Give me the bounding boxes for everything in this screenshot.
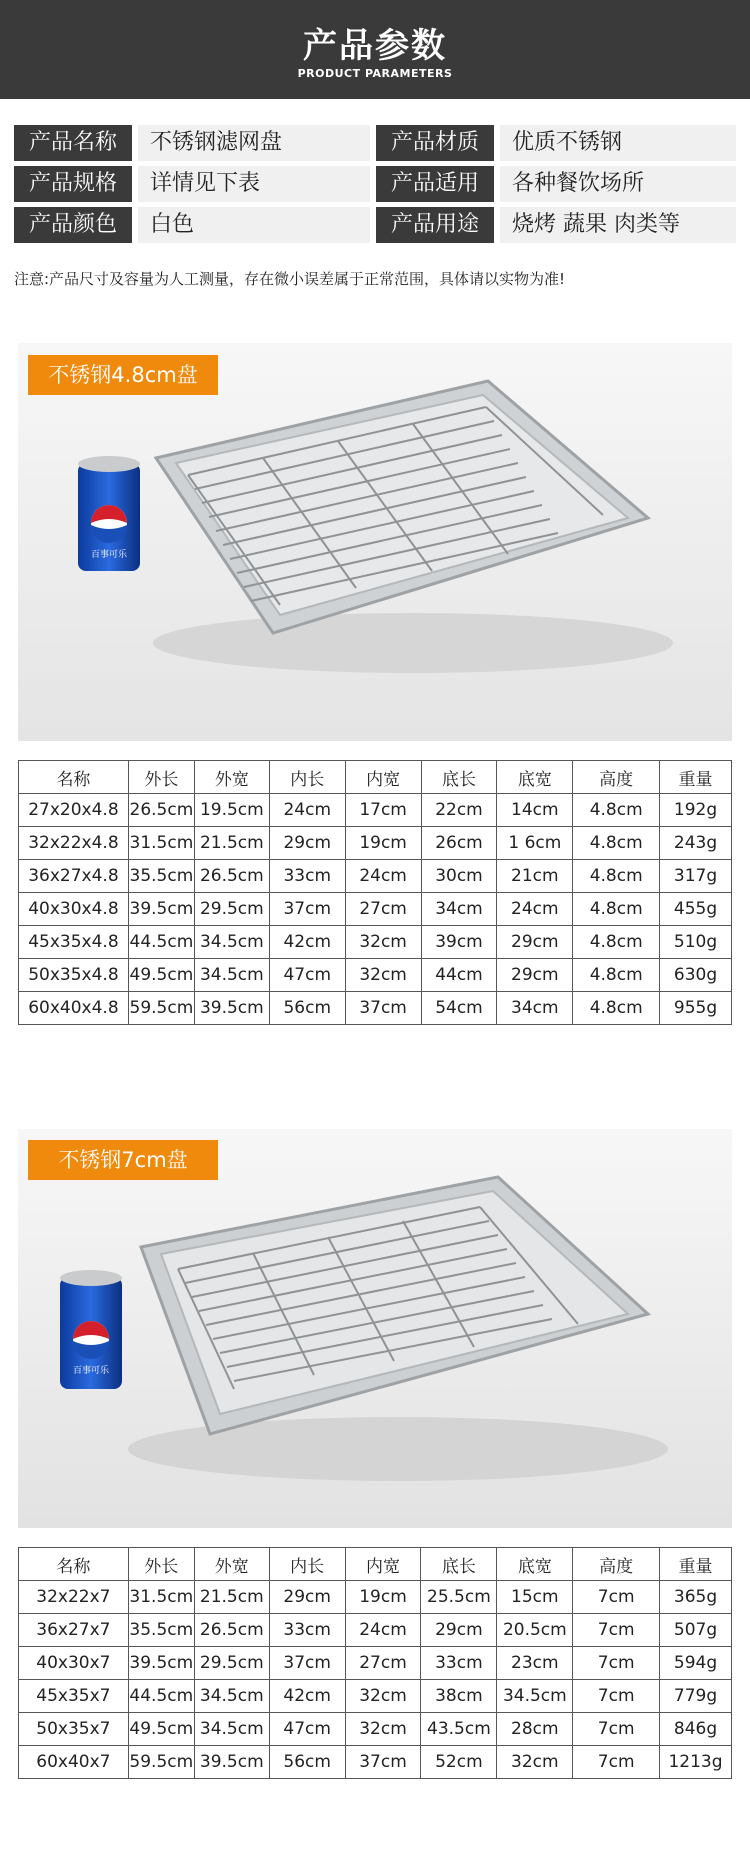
table-cell: 47cm [269,1713,345,1746]
table-cell: 29cm [269,1581,345,1614]
table-cell: 29.5cm [194,893,269,926]
table-cell: 955g [660,992,732,1025]
table-cell: 20.5cm [497,1614,573,1647]
param-value: 白色 [138,207,370,243]
param-label: 产品规格 [14,166,132,202]
table-cell: 4.8cm [573,860,660,893]
table-cell: 31.5cm [128,827,194,860]
table-header-cell: 名称 [19,761,129,794]
table-cell: 43.5cm [421,1713,497,1746]
table-cell: 7cm [573,1614,660,1647]
table-cell: 4.8cm [573,794,660,827]
table-cell: 14cm [497,794,573,827]
table-cell: 19.5cm [194,794,269,827]
table-cell: 17cm [345,794,421,827]
table-cell: 21.5cm [194,827,269,860]
table-cell: 34.5cm [194,1713,269,1746]
table-cell: 21cm [497,860,573,893]
table-cell: 33cm [421,1647,497,1680]
table-cell: 26.5cm [194,860,269,893]
table-header-cell: 外宽 [194,761,269,794]
table-cell: 243g [660,827,732,860]
table-cell: 59.5cm [128,992,194,1025]
table-row [19,1647,732,1680]
table-cell: 36x27x7 [19,1614,129,1647]
table-header-cell: 重量 [660,1548,732,1581]
param-value: 各种餐饮场所 [500,166,736,202]
table-cell: 24cm [497,893,573,926]
table-cell: 34.5cm [194,959,269,992]
table-cell: 630g [660,959,732,992]
table-cell: 1 6cm [497,827,573,860]
table-cell: 36x27x4.8 [19,860,129,893]
table-cell: 54cm [421,992,497,1025]
table-cell: 24cm [345,860,421,893]
table-cell: 39.5cm [128,1647,194,1680]
table-header-cell: 底长 [421,1548,497,1581]
table-cell: 32x22x7 [19,1581,129,1614]
table-cell: 455g [660,893,732,926]
page-subtitle: PRODUCT PARAMETERS [297,67,453,80]
table-cell: 59.5cm [128,1746,194,1779]
params-row [14,166,736,202]
table-row [19,1680,732,1713]
table-cell: 29cm [497,959,573,992]
table-header-cell: 底长 [421,761,497,794]
table-cell: 34cm [497,992,573,1025]
table-cell: 34cm [421,893,497,926]
table-cell: 29.5cm [194,1647,269,1680]
table-cell: 37cm [269,1647,345,1680]
table-cell: 35.5cm [128,860,194,893]
table-cell: 7cm [573,1680,660,1713]
tray-illustration [18,343,732,741]
table-cell: 26.5cm [128,794,194,827]
table-cell: 365g [660,1581,732,1614]
param-label: 产品材质 [376,125,494,161]
table-cell: 7cm [573,1746,660,1779]
product-photo-4-8cm [18,343,732,741]
table-cell: 60x40x7 [19,1746,129,1779]
table-cell: 37cm [269,893,345,926]
param-label: 产品用途 [376,207,494,243]
table-cell: 50x35x4.8 [19,959,129,992]
params-row [14,125,736,161]
table-cell: 24cm [269,794,345,827]
table-cell: 4.8cm [573,926,660,959]
param-label: 产品适用 [376,166,494,202]
table-row [19,992,732,1025]
table-cell: 39.5cm [194,992,269,1025]
table-cell: 32cm [345,1713,421,1746]
table-header-cell: 底宽 [497,1548,573,1581]
param-value: 详情见下表 [138,166,370,202]
table-row [19,1713,732,1746]
param-value: 不锈钢滤网盘 [138,125,370,161]
size-badge: 不锈钢7cm盘 [28,1140,218,1180]
table-header-cell: 高度 [573,761,660,794]
table-cell: 40x30x7 [19,1647,129,1680]
table-cell: 44.5cm [128,1680,194,1713]
table-header-cell: 底宽 [497,761,573,794]
table-cell: 49.5cm [128,1713,194,1746]
table-cell: 42cm [269,926,345,959]
table-header-cell: 外长 [128,1548,194,1581]
table-cell: 26cm [421,827,497,860]
tray-illustration [18,1129,732,1528]
product-photo-7cm [18,1129,732,1528]
table-cell: 507g [660,1614,732,1647]
table-cell: 47cm [269,959,345,992]
table-cell: 19cm [345,827,421,860]
table-header-cell: 名称 [19,1548,129,1581]
table-header-row [19,761,732,794]
table-row [19,926,732,959]
table-cell: 29cm [497,926,573,959]
table-cell: 35.5cm [128,1614,194,1647]
table-cell: 45x35x7 [19,1680,129,1713]
table-cell: 34.5cm [497,1680,573,1713]
table-cell: 42cm [269,1680,345,1713]
table-header-cell: 外长 [128,761,194,794]
table-row [19,1614,732,1647]
spec-table-4-8cm [18,760,732,1025]
table-cell: 7cm [573,1581,660,1614]
table-cell: 30cm [421,860,497,893]
table-row [19,893,732,926]
table-cell: 594g [660,1647,732,1680]
param-label: 产品颜色 [14,207,132,243]
table-cell: 34.5cm [194,1680,269,1713]
params-row [14,207,736,243]
measurement-note: 注意:产品尺寸及容量为人工测量，存在微小误差属于正常范围，具体请以实物为准! [14,270,566,288]
table-cell: 27cm [345,1647,421,1680]
param-value: 优质不锈钢 [500,125,736,161]
table-cell: 27x20x4.8 [19,794,129,827]
table-cell: 24cm [345,1614,421,1647]
can-label: 百事可乐 [72,1366,110,1376]
table-cell: 1213g [660,1746,732,1779]
table-cell: 32cm [497,1746,573,1779]
table-cell: 44.5cm [128,926,194,959]
table-header-row [19,1548,732,1581]
table-header-cell: 内宽 [345,1548,421,1581]
table-cell: 28cm [497,1713,573,1746]
table-cell: 4.8cm [573,827,660,860]
table-cell: 32cm [345,959,421,992]
table-cell: 4.8cm [573,959,660,992]
table-cell: 37cm [345,992,421,1025]
param-label: 产品名称 [14,125,132,161]
table-cell: 34.5cm [194,926,269,959]
table-cell: 44cm [421,959,497,992]
table-row [19,959,732,992]
table-cell: 60x40x4.8 [19,992,129,1025]
table-cell: 29cm [269,827,345,860]
table-cell: 4.8cm [573,992,660,1025]
table-cell: 37cm [345,1746,421,1779]
table-cell: 23cm [497,1647,573,1680]
size-badge: 不锈钢4.8cm盘 [28,355,218,395]
table-cell: 26.5cm [194,1614,269,1647]
table-cell: 39.5cm [128,893,194,926]
param-value: 烧烤 蔬果 肉类等 [500,207,736,243]
table-row [19,1581,732,1614]
table-cell: 45x35x4.8 [19,926,129,959]
table-cell: 38cm [421,1680,497,1713]
table-cell: 22cm [421,794,497,827]
table-cell: 29cm [421,1614,497,1647]
table-cell: 19cm [345,1581,421,1614]
table-cell: 56cm [269,992,345,1025]
table-cell: 510g [660,926,732,959]
table-header-cell: 内长 [269,1548,345,1581]
table-header-cell: 内长 [269,761,345,794]
table-header-cell: 内宽 [345,761,421,794]
table-row [19,794,732,827]
table-cell: 21.5cm [194,1581,269,1614]
table-cell: 52cm [421,1746,497,1779]
table-cell: 32cm [345,1680,421,1713]
table-cell: 33cm [269,1614,345,1647]
table-cell: 39.5cm [194,1746,269,1779]
table-cell: 32x22x4.8 [19,827,129,860]
table-cell: 779g [660,1680,732,1713]
table-cell: 192g [660,794,732,827]
table-cell: 50x35x7 [19,1713,129,1746]
table-header-cell: 重量 [660,761,732,794]
table-cell: 7cm [573,1713,660,1746]
page-header [0,0,750,99]
table-cell: 15cm [497,1581,573,1614]
table-cell: 846g [660,1713,732,1746]
table-cell: 32cm [345,926,421,959]
table-cell: 7cm [573,1647,660,1680]
table-cell: 317g [660,860,732,893]
page-title: 产品参数 [303,26,447,66]
table-row [19,860,732,893]
can-label: 百事可乐 [90,550,128,560]
table-cell: 56cm [269,1746,345,1779]
table-cell: 33cm [269,860,345,893]
table-cell: 40x30x4.8 [19,893,129,926]
table-cell: 27cm [345,893,421,926]
table-row [19,827,732,860]
table-header-cell: 外宽 [194,1548,269,1581]
table-cell: 31.5cm [128,1581,194,1614]
table-cell: 25.5cm [421,1581,497,1614]
table-cell: 39cm [421,926,497,959]
table-cell: 49.5cm [128,959,194,992]
spec-table-7cm [18,1547,732,1779]
table-header-cell: 高度 [573,1548,660,1581]
table-cell: 4.8cm [573,893,660,926]
table-row [19,1746,732,1779]
